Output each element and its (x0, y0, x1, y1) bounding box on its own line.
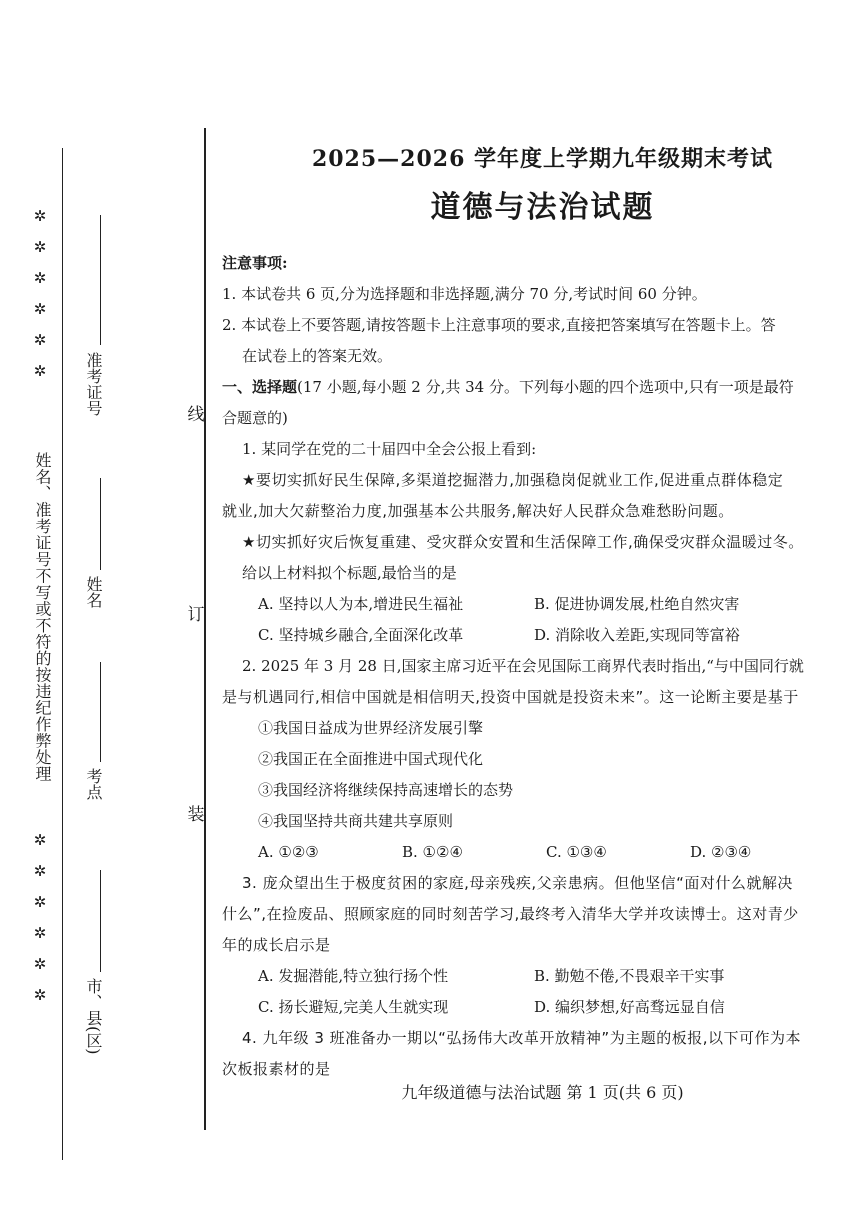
star-column-top (30, 206, 50, 381)
note-item-2-line-2: 在试卷上的答案无效。 (242, 347, 393, 365)
q1-option-d[interactable]: D. 消除收入差距,实现同等富裕 (534, 626, 740, 644)
star-icon: ✲ (33, 269, 47, 287)
section-1-heading (222, 372, 840, 403)
q3-option-d[interactable]: D. 编织梦想,好高骛远显自信 (534, 998, 725, 1016)
binding-order-char: 订 (187, 605, 205, 625)
exam-site-blank[interactable] (100, 662, 101, 762)
q2-option-b[interactable]: B. ①②④ (402, 843, 463, 861)
name-label: 姓名 (84, 576, 103, 608)
q1-material-2: ★切实抓好灾后恢复重建、受灾群众安置和生活保障工作,确保受灾群众温暖过冬。 (242, 533, 804, 551)
q1-material-1-line-2: 就业,加大欠薪整治力度,加强基本公共服务,解决好人民群众急难愁盼问题。 (222, 502, 734, 520)
q1-material-1-line-1: ★要切实抓好民生保障,多渠道挖掘潜力,加强稳岗促就业工作,促进重点群体稳定 (242, 471, 784, 489)
note-item-2-line-1: 2. 本试卷上不要答题,请按答题卡上注意事项的要求,直接把答案填写在答题卡上。答 (222, 316, 776, 334)
q4-stem-line-1: 4. 九年级 3 班准备办一期以“弘扬伟大改革开放精神”为主题的板报,以下可作为本 (242, 1029, 801, 1047)
q1-options-row-2 (222, 620, 840, 651)
binding-line-char: 线 (187, 405, 205, 425)
star-icon: ✲ (33, 238, 47, 256)
q3-options-row-1 (222, 961, 840, 992)
star-icon: ✲ (33, 893, 47, 911)
q2-stem-line-1: 2. 2025 年 3 月 28 日,国家主席习近平在会见国际工商界代表时指出,“与中国同行就 (242, 657, 804, 675)
exam-site-label: 考点 (84, 768, 103, 800)
exam-content (222, 248, 840, 1085)
section-1-label: 一、选择题 (222, 378, 298, 396)
star-icon: ✲ (33, 862, 47, 880)
q1-option-a[interactable]: A. 坚持以人为本,增进民生福祉 (258, 595, 464, 613)
q1-options-row-1 (222, 589, 840, 620)
star-icon: ✲ (33, 362, 47, 380)
star-icon: ✲ (33, 331, 47, 349)
q3-options-row-2 (222, 992, 840, 1023)
q3-stem-line-3: 年的成长启示是 (222, 936, 331, 954)
section-1-heading-line-2: 合题意的) (222, 409, 288, 427)
city-blank[interactable] (100, 870, 101, 972)
star-icon: ✲ (33, 831, 47, 849)
star-icon: ✲ (33, 300, 47, 318)
star-icon: ✲ (33, 207, 47, 225)
city-label: 市、县(区) (84, 978, 103, 1055)
margin-divider (62, 148, 63, 1160)
q1-option-b[interactable]: B. 促进协调发展,杜绝自然灾害 (534, 595, 740, 613)
exam-id-blank[interactable] (100, 215, 101, 345)
q2-item-3: ③我国经济将继续保持高速增长的态势 (258, 781, 514, 799)
binding-line (204, 128, 206, 1130)
q3-stem-line-2: 什么”,在捡废品、照顾家庭的同时刻苦学习,最终考入清华大学并攻读博士。这对青少 (222, 905, 799, 923)
q3-option-a[interactable]: A. 发掘潜能,特立独行扬个性 (258, 967, 449, 985)
page-footer: 九年级道德与法治试题 第 1 页(共 6 页) (401, 1083, 684, 1102)
star-icon: ✲ (33, 955, 47, 973)
anti-cheating-notice: 姓名、准考证号不写或不符的按违纪作弊处理 (33, 452, 52, 782)
q3-stem-line-1: 3. 庞众望出生于极度贫困的家庭,母亲残疾,父亲患病。但他坚信“面对什么就解决 (242, 874, 793, 892)
star-icon: ✲ (33, 924, 47, 942)
section-1-instructions: (17 小题,每小题 2 分,共 34 分。下列每小题的四个选项中,只有一项是最符 (297, 378, 794, 396)
q2-stem-line-2: 是与机遇同行,相信中国就是相信明天,投资中国就是投资未来”。这一论断主要是基于 (222, 688, 799, 706)
star-icon: ✲ (33, 986, 47, 1004)
binding-bind-char: 装 (187, 805, 205, 825)
q1-stem: 1. 某同学在党的二十届四中全会公报上看到: (242, 440, 537, 458)
q4-stem-line-2: 次板报素材的是 (222, 1060, 331, 1078)
q2-option-d[interactable]: D. ②③④ (690, 843, 752, 861)
q2-option-c[interactable]: C. ①③④ (546, 843, 607, 861)
q3-option-b[interactable]: B. 勤勉不倦,不畏艰辛干实事 (534, 967, 725, 985)
q2-option-a[interactable]: A. ①②③ (258, 843, 319, 861)
name-blank[interactable] (100, 478, 101, 570)
q1-option-c[interactable]: C. 坚持城乡融合,全面深化改革 (258, 626, 464, 644)
q2-options-row (222, 837, 840, 868)
q2-item-1: ①我国日益成为世界经济发展引擎 (258, 719, 484, 737)
star-column-bottom (30, 830, 50, 1005)
notes-heading: 注意事项: (222, 254, 288, 272)
note-item-1: 1. 本试卷共 6 页,分为选择题和非选择题,满分 70 分,考试时间 60 分钟。 (222, 285, 707, 303)
exam-title: 2025—2026 学年度上学期九年级期末考试 (311, 146, 774, 172)
q2-item-4: ④我国坚持共商共建共享原则 (258, 812, 454, 830)
q1-question: 给以上材料拟个标题,最恰当的是 (242, 564, 457, 582)
q3-option-c[interactable]: C. 扬长避短,完美人生就实现 (258, 998, 449, 1016)
q2-item-2: ②我国正在全面推进中国式现代化 (258, 750, 484, 768)
exam-subtitle: 道德与法治试题 (430, 190, 655, 225)
exam-id-label: 准考证号 (84, 352, 103, 416)
